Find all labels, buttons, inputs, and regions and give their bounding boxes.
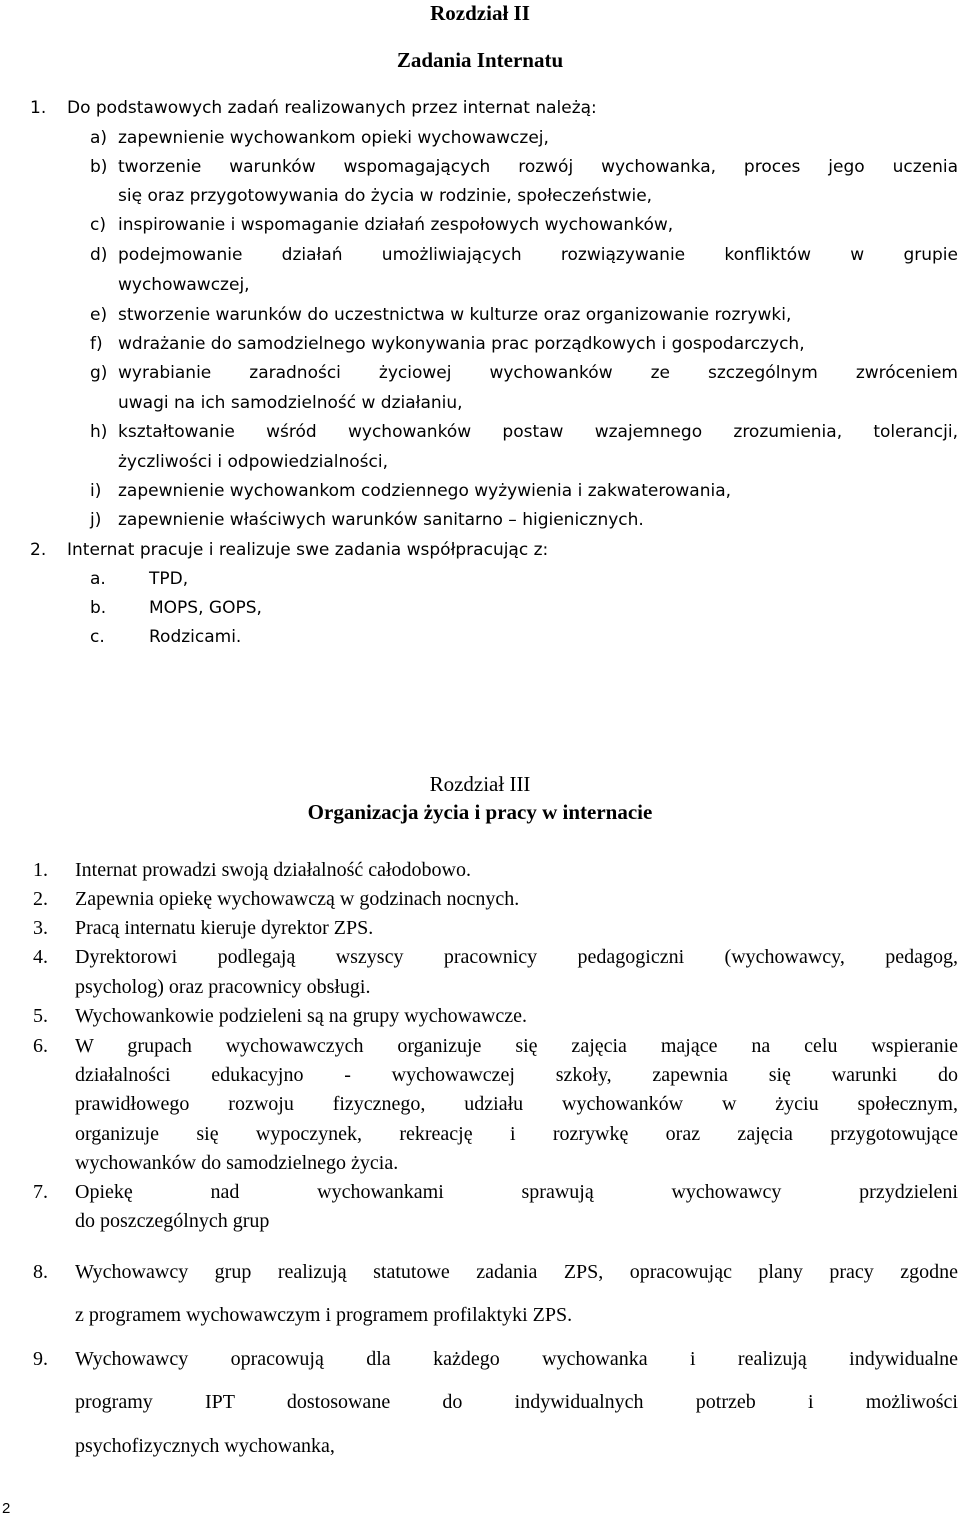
sub-letter: d) <box>90 245 108 265</box>
sub-letter: a) <box>90 128 108 148</box>
sub-item-text: zapewnienie wychowankom opieki wychowawczej, <box>118 128 549 148</box>
sub-item-text: wdrażanie do samodzielnego wykonywania prac porządkowych i gospodarczych, <box>118 334 805 354</box>
list-item-text: z programem wychowawczym i programem profilaktyki ZPS. <box>75 1304 573 1326</box>
list-number: 9. <box>33 1348 48 1370</box>
list-item-text: wychowanków do samodzielnego życia. <box>75 1152 399 1174</box>
list-number: 1. <box>30 98 47 118</box>
sub-item-text: stworzenie warunków do uczestnictwa w kulturze oraz organizowanie rozrywki, <box>118 305 792 325</box>
sub-item-text: wyrabianie zaradności życiowej wychowanków ze szczególnym zwróceniem <box>118 363 958 383</box>
sub-item-text: życzliwości i odpowiedzialności, <box>118 452 389 472</box>
chapter-title: Zadania Internatu <box>396 48 564 72</box>
sub-letter: b. <box>90 598 107 618</box>
page-number: 2 <box>2 1500 11 1517</box>
list-number: 8. <box>33 1261 48 1283</box>
list-item-text: Internat prowadzi swoją działalność całodobowo. <box>75 859 471 881</box>
sub-item-text: Rodzicami. <box>149 627 242 647</box>
sub-letter: a. <box>90 569 106 589</box>
list-item-text: Opiekę nad wychowankami sprawują wychowawcy przydzieleni <box>75 1181 958 1203</box>
list-item-text: Pracą internatu kieruje dyrektor ZPS. <box>75 917 374 939</box>
list-item-text: programy IPT dostosowane do indywidualnych potrzeb i możliwości <box>75 1391 958 1413</box>
list-item-text: psychofizycznych wychowanka, <box>75 1435 335 1457</box>
list-number: 4. <box>33 946 48 968</box>
sub-item-text: zapewnienie właściwych warunków sanitarno – higienicznych. <box>118 510 644 530</box>
list-item-text: Do podstawowych zadań realizowanych przez internat należą: <box>67 98 597 118</box>
list-item-text: organizuje się wypoczynek, rekreację i rozrywkę oraz zajęcia przygotowujące <box>75 1123 958 1145</box>
sub-item-text: podejmowanie działań umożliwiających rozwiązywanie konfliktów w grupie <box>118 245 958 265</box>
list-item-text: do poszczególnych grup <box>75 1210 270 1232</box>
list-item-text: psycholog) oraz pracownicy obsługi. <box>75 976 371 998</box>
sub-letter: j) <box>90 510 102 530</box>
sub-item-text: zapewnienie wychowankom codziennego wyżywienia i zakwaterowania, <box>118 481 732 501</box>
list-item-text: prawidłowego rozwoju fizycznego, udziału wychowanków w życiu społecznym, <box>75 1093 958 1115</box>
list-number: 1. <box>33 859 48 881</box>
sub-item-text: TPD, <box>149 569 189 589</box>
list-item-text: W grupach wychowawczych organizuje się zajęcia mające na celu wspieranie <box>75 1035 958 1057</box>
sub-item-text: inspirowanie i wspomaganie działań zespołowych wychowanków, <box>118 215 674 235</box>
sub-item-text: kształtowanie wśród wychowanków postaw wzajemnego zrozumienia, tolerancji, <box>118 422 958 442</box>
list-item-text: Wychowankowie podzieleni są na grupy wychowawcze. <box>75 1005 527 1027</box>
list-item-text: Dyrektorowi podlegają wszyscy pracownicy pedagogiczni (wychowawcy, pedagog, <box>75 946 958 968</box>
sub-letter: c) <box>90 215 106 235</box>
sub-item-text: MOPS, GOPS, <box>149 598 262 618</box>
list-number: 3. <box>33 917 48 939</box>
chapter-heading: Rozdział III <box>429 772 531 796</box>
list-item-text: działalności edukacyjno - wychowawczej szkoły, zapewnia się warunki do <box>75 1064 958 1086</box>
list-item-text: Internat pracuje i realizuje swe zadania współpracując z: <box>67 540 549 560</box>
sub-letter: b) <box>90 157 108 177</box>
chapter-heading: Rozdział II <box>430 1 530 25</box>
list-item-text: Wychowawcy opracowują dla każdego wychowanka i realizują indywidualne <box>75 1348 958 1370</box>
sub-letter: h) <box>90 422 108 442</box>
list-number: 5. <box>33 1005 48 1027</box>
sub-letter: c. <box>90 627 105 647</box>
sub-letter: g) <box>90 363 108 383</box>
chapter-title: Organizacja życia i pracy w internacie <box>307 800 653 824</box>
sub-letter: e) <box>90 305 108 325</box>
list-item-text: Wychowawcy grup realizują statutowe zadania ZPS, opracowując plany pracy zgodne <box>75 1261 958 1283</box>
list-number: 2. <box>30 540 47 560</box>
sub-item-text: się oraz przygotowywania do życia w rodzinie, społeczeństwie, <box>118 186 653 206</box>
list-item-text: Zapewnia opiekę wychowawczą w godzinach nocnych. <box>75 888 520 910</box>
sub-letter: i) <box>90 481 102 501</box>
sub-item-text: uwagi na ich samodzielność w działaniu, <box>118 393 463 413</box>
list-number: 6. <box>33 1035 48 1057</box>
sub-item-text: wychowawczej, <box>118 275 250 295</box>
list-number: 2. <box>33 888 48 910</box>
sub-letter: f) <box>90 334 103 354</box>
sub-item-text: tworzenie warunków wspomagających rozwój wychowanka, proces jego uczenia <box>118 157 958 177</box>
list-number: 7. <box>33 1181 48 1203</box>
